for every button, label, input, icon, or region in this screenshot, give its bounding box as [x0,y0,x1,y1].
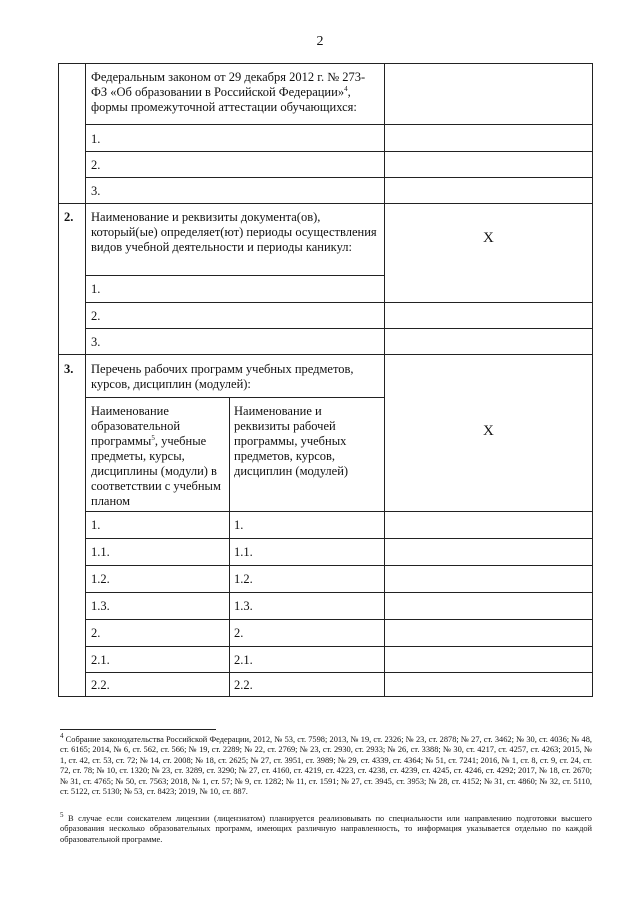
row-line [85,177,593,178]
footnote-ref-4: 4 [344,84,348,93]
table-border-left [58,63,59,696]
footnote-4: $^4$ Собрание законодательства Российской Федерации, 2012, № 53, ст. 7598; 2013, № 19, ст. 2326; № 23, ст. 2878; № 27, ст. 3462; № 30, ст. 4036; № 48, ст. 6165; 2014, № 6, ст. 562, ст. 566; № 19, ст. 2289; № 22, ст. 2769; № 23, ст. 2930, ст. 2933; № 26, ст. 3388; № 30, ст. 4217, ст. 4257, ст. 4263; 2015, № 1, ст. 42, ст. 53, ст. 72; № 14, ст. 2008; № 18, ст. 2625; № 27, ст. 3951, ст. 3989; № 29, ст. 4339, ст. 4364; № 51, ст. 7241; 2016, № 1, ст. 8, ст. 9, ст. 24, ст. 72, ст. 78; № 10, ст. 1320; № 23, ст. 3289, ст. 3290; № 27, ст. 4160, ст. 4219, ст. 4223, ст. 4238, ст. 4239, ст. 4245, ст. 4246, ст. 4292; 2017, № 18, ст. 2670; № 31, ст. 4765; № 50, ст. 7563; 2018, № 1, ст. 57; № 9, ст. 1282; № 11, ст. 1591; № 27, ст. 3945, ст. 3953; № 28, ст. 4152; № 31, ст. 4860; № 32, ст. 5110, ст. 5122, ст. 5130; № 53, ст. 8423; 2019, № 10, ст. 887. [60,732,592,797]
row-line [58,63,593,64]
row-line [58,354,593,355]
list-item: 3. [91,184,101,198]
list-item: 2. [91,309,101,323]
list-item: 2. [91,158,101,172]
row-line [85,275,384,276]
row-line [85,672,593,673]
list-item: 3. [91,335,101,349]
row-line [85,124,593,125]
section-2-mark: X [483,230,494,246]
section-2-number: 2. [64,210,74,224]
section-3-mark: X [483,423,494,439]
row-line [85,397,384,398]
footnote-5: $^5$ В случае если соискателем лицензии (лицензиатом) планируется реализовывать по специальности или направлению подготовки высшего образования несколько образовательных программ, имеющих различную направленность, то информация указывается отдельно по каждой образовательной программе. [60,811,592,844]
table-row-left: 2. [91,626,101,640]
continued-section-text: Федеральным законом от 29 декабря 2012 г. № 273-ФЗ «Об образовании в Российской Федерации»$^4$, формы промежуточной аттестации обучающихся: [91,70,366,114]
table-row-right: 1.2. [234,572,253,586]
row-line [85,328,593,329]
table-row-left: 1.1. [91,545,110,559]
table-divider-mark [384,63,385,696]
list-item: 1. [91,132,101,146]
table-row-right: 2. [234,626,244,640]
section-2-text: Наименование и реквизиты документа(ов), который(ые) определяет(ют) периоды осуществления видов учебной деятельности и периоды каникул: [91,210,377,254]
table-row-right: 2.1. [234,653,253,667]
col1-header: Наименование образовательной программы$^5$, учебные предметы, курсы, дисциплины (модули) в соответствии с учебным планом [91,404,221,508]
table-border-right [592,63,593,696]
row-line [85,538,593,539]
table-row-left: 2.2. [91,678,110,692]
table-row-right: 1. [234,518,244,532]
table-row-right: 1.3. [234,599,253,613]
table-row-left: 1. [91,518,101,532]
section-3-number: 3. [64,362,74,376]
row-line [85,646,593,647]
row-line [85,619,593,620]
list-item: 1. [91,282,101,296]
row-line [85,511,593,512]
row-line [85,565,593,566]
col2-header: Наименование и реквизиты рабочей программы, учебных предметов, курсов, дисциплин (модулей) [234,404,349,478]
row-line [85,302,593,303]
table-divider-subcols [229,397,230,696]
table-divider-num [85,63,86,696]
section-3-text: Перечень рабочих программ учебных предметов, курсов, дисциплин (модулей): [91,362,354,391]
page-number: 2 [316,34,324,49]
table-row-left: 1.3. [91,599,110,613]
row-line [85,592,593,593]
table-row-left: 2.1. [91,653,110,667]
table-row-left: 1.2. [91,572,110,586]
row-line [58,203,593,204]
table-row-right: 1.1. [234,545,253,559]
footnote-ref-5: 5 [151,433,155,442]
row-line [85,151,593,152]
table-border-bottom [58,696,593,697]
footnote-rule [60,729,216,730]
table-row-right: 2.2. [234,678,253,692]
